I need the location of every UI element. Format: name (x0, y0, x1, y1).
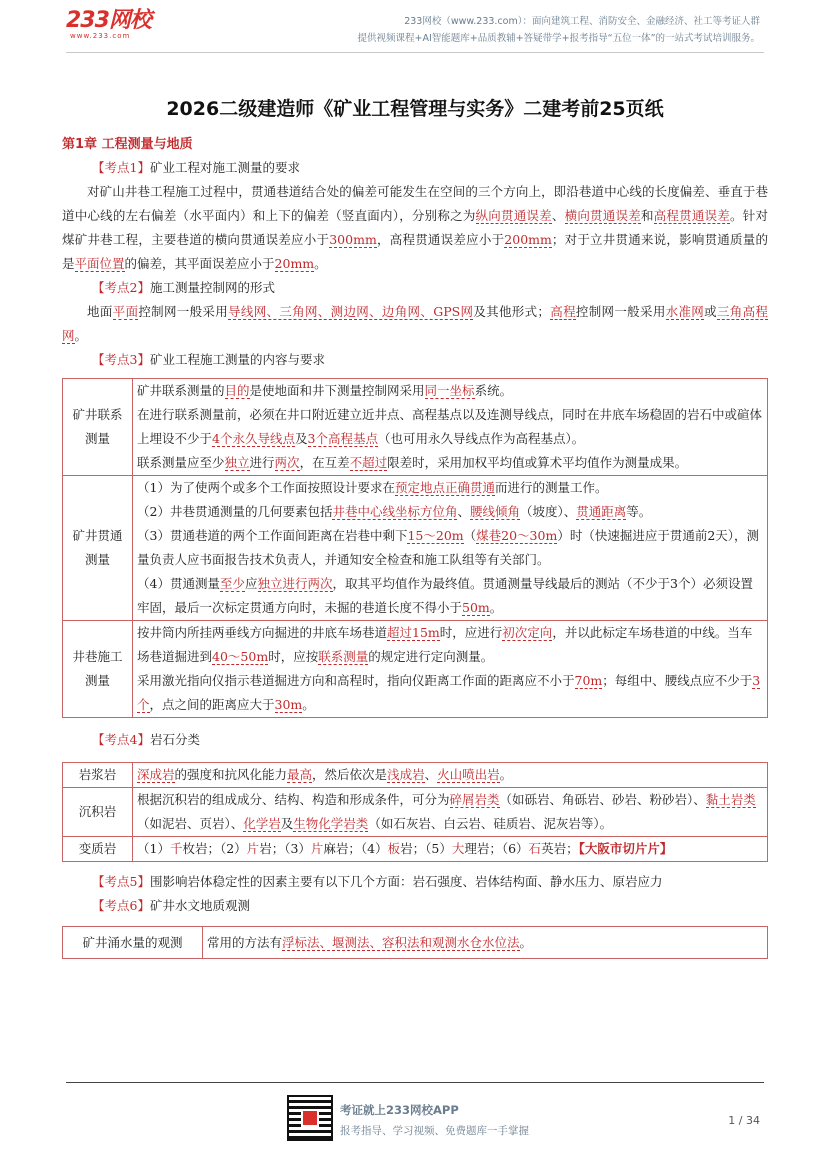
header-slogan (358, 13, 761, 47)
kp3-row (63, 476, 768, 621)
kp4-content-text: 岩；（3） (259, 841, 311, 856)
kp2-paragraph-text: 。 (74, 328, 88, 343)
kp4-content-text: 岩；（5） (400, 841, 452, 856)
kp1-paragraph-text: 。针对煤矿井巷工程，主要巷道的横向贯通误差应小于 (62, 208, 768, 247)
kp1-paragraph-highlight: 300mm (329, 232, 377, 247)
header-line-2: 提供视频课程+AI智能题库+品质教辅+答疑带学+报考指导“五位一体”的一站式考试培训服务。 (357, 33, 760, 44)
kp3-title: 矿业工程施工测量的内容与要求 (149, 352, 325, 367)
kp3-content-line (137, 451, 763, 475)
kp3-content-highlight: 独立进行两次 (257, 576, 333, 591)
kp3-content-text: 是使地面和井下测量控制网采用 (249, 383, 425, 398)
footer-app-title: 考证就上233网校APP (340, 1103, 459, 1117)
kp3-content-text: ，取其平均值作为最终值。贯通测量导线最后的测站（不少于3个）必须设置牢固，最后一次标定贯通方向时，未掘的巷道长度不得小于 (137, 576, 753, 615)
kp3-content-text: （3）贯通巷道的两个工作面间距离在岩巷中剩下 (137, 528, 408, 543)
kp6-row-label: 矿井涌水量的观测 (63, 927, 203, 959)
kp1-paragraph-text: ；对于立井贯通来说，影响贯通质量的是 (62, 232, 768, 271)
kp6-content-text: 。 (519, 934, 533, 950)
kp2-paragraph-text: 地面 (87, 304, 113, 319)
kp3-content-text: （4）贯通测量 (137, 576, 220, 591)
logo-url: www.233.com (70, 32, 131, 40)
kp1-heading (62, 156, 768, 180)
kp3-row-label-line: 测量 (84, 552, 110, 567)
kp4-content-text: 及 (280, 816, 294, 831)
kp3-content-text: 及 (294, 431, 308, 446)
kp4-content-highlight: 片 (310, 841, 324, 856)
kp4-content-highlight: 生物化学岩类 (293, 816, 369, 831)
kp4-row-content (133, 788, 768, 837)
kp4-content-highlight: 千 (169, 841, 183, 856)
kp3-content-text: 。 (302, 697, 315, 712)
kp3-content-highlight: 50m (462, 600, 490, 615)
kp3-content-highlight: 初次定向 (502, 625, 553, 640)
kp2-paragraph-highlight: 高程 (549, 304, 576, 319)
kp3-content-highlight: 15～20m (407, 528, 464, 543)
kp1-paragraph-text: 和 (640, 208, 654, 223)
kp4-content-text: 英岩； (541, 841, 579, 856)
kp3-tag: 【考点3】 (92, 352, 150, 367)
kp3-row-label-line: 测量 (84, 673, 110, 688)
kp2-paragraph-text: 控制网一般采用 (138, 304, 229, 319)
kp3-content-highlight: 独立 (224, 455, 250, 470)
kp3-row (63, 621, 768, 718)
kp2-paragraph-highlight: 平面 (112, 304, 139, 319)
kp6-tag: 【考点6】 (92, 898, 150, 913)
kp3-content-highlight: 30m (274, 697, 303, 712)
kp3-table (62, 378, 768, 718)
kp3-content-text: 时，应按 (268, 649, 319, 664)
kp3-content-text: （ (463, 528, 477, 543)
kp1-paragraph-highlight: 高程贯通误差 (653, 208, 730, 223)
kp5-heading (62, 870, 768, 894)
kp4-row (63, 788, 768, 837)
kp1-paragraph-highlight: 平面位置 (74, 256, 125, 271)
kp2-paragraph-text: 或 (704, 304, 717, 319)
kp4-content-text: 、 (424, 767, 438, 782)
header-divider (66, 52, 764, 53)
kp6-table (62, 926, 768, 959)
kp3-content-line (137, 669, 763, 717)
kp4-content-text: 根据沉积岩的组成成分、结构、构造和形成条件，可分为 (137, 792, 450, 807)
kp6-content-highlight: 浮标法、堰测法、容积法和观测水仓水位法 (282, 934, 520, 950)
kp3-content-text: 应 (244, 576, 258, 591)
kp3-content-line (137, 572, 763, 620)
kp3-row-content (133, 621, 768, 718)
kp3-content-text: 系统。 (474, 383, 513, 398)
kp3-content-highlight: 煤巷20～30m (476, 528, 558, 543)
kp4-table (62, 762, 768, 862)
kp3-content-text: 、 (457, 504, 470, 519)
kp4-content-highlight: 石 (528, 841, 542, 856)
logo-text: 233网校 (66, 8, 151, 33)
kp3-content-text: ，并以此标定车场巷道的中线。当车场巷道掘进到 (137, 625, 753, 664)
kp3-content-text: 的规定进行定向测量。 (368, 649, 494, 664)
kp1-paragraph-text: 。 (314, 256, 327, 271)
kp1-paragraph-highlight: 纵向贯通误差 (475, 208, 552, 223)
kp1-tag: 【考点1】 (92, 160, 150, 175)
kp2-paragraph-highlight: 导线网、三角网、测边网、边角网、GPS网 (228, 304, 474, 319)
kp1-paragraph (62, 180, 768, 276)
brand-logo[interactable] (66, 10, 151, 40)
kp3-content-highlight: 至少 (219, 576, 245, 591)
kp4-content-text: 麻岩；（4） (323, 841, 388, 856)
kp3-row-content (133, 476, 768, 621)
kp3-content-highlight: 不超过 (349, 455, 388, 470)
kp1-title: 矿业工程对施工测量的要求 (149, 160, 300, 175)
kp3-content-text: （坡度）、 (520, 504, 577, 519)
kp4-content-text: （1） (137, 841, 170, 856)
kp3-content-text: 联系测量应至少 (137, 455, 225, 470)
kp4-content-text: ，然后依次是 (312, 767, 388, 782)
kp4-content-highlight: 深成岩 (137, 767, 175, 782)
kp4-content-text: 的强度和抗风化能力 (174, 767, 288, 782)
kp2-paragraph-highlight: 水准网 (665, 304, 705, 319)
kp4-row-label: 岩浆岩 (63, 763, 133, 788)
kp3-content-highlight: 3个 (137, 673, 761, 712)
kp3-content-text: ，点之间的距离应大于 (149, 697, 275, 712)
kp3-content-text: 采用激光指向仪指示巷道掘进方向和高程时，指向仪距离工作面的距离应不小于 (137, 673, 575, 688)
kp4-row-content (133, 763, 768, 788)
kp3-content-text: 矿井联系测量的 (137, 383, 225, 398)
kp3-content-text: 。 (489, 600, 503, 615)
kp3-content-text: ，在互差 (299, 455, 350, 470)
kp4-content-text: （如砾岩、角砾岩、砂岩、粉砂岩）、 (499, 792, 706, 807)
kp4-content-highlight: 浅成岩 (387, 767, 425, 782)
kp5-text: 围影响岩体稳定性的因素主要有以下几个方面：岩石强度、岩体结构面、静水压力、原岩应力 (149, 874, 663, 889)
kp3-row-content (133, 379, 768, 476)
kp6-row (63, 927, 768, 959)
kp4-content-highlight: 【大阪市切片片】 (578, 841, 673, 856)
kp6-heading (62, 894, 768, 918)
page-header (0, 0, 830, 55)
kp4-content-text: （如泥岩、页岩）、 (137, 816, 244, 831)
kp3-heading (62, 348, 768, 372)
kp3-content-text: 进行 (249, 455, 275, 470)
kp3-content-highlight: 腰线倾角 (470, 504, 521, 519)
kp3-row-label-line: 测量 (84, 431, 110, 446)
kp4-content-highlight: 黏土岩类 (705, 792, 756, 807)
kp3-content-text: 限差时，采用加权平均值或算术平均值作为测量成果。 (387, 455, 688, 470)
kp3-content-highlight: 超过15m (387, 625, 440, 640)
kp3-row (63, 379, 768, 476)
kp3-content-text: 等。 (626, 504, 652, 519)
kp1-paragraph-text: 对矿山井巷工程施工过程中，贯通巷道结合处的偏差可能发生在空间的三个方向上，即沿巷道中心线的长度偏差、垂直于巷道中心线的左右偏差（水平面内）和上下的偏差（竖直面内），分别称之为 (62, 184, 768, 223)
kp3-content-highlight: 井巷中心线坐标方位角 (332, 504, 458, 519)
kp5-tag: 【考点5】 (92, 874, 150, 889)
kp3-content-line (137, 476, 763, 500)
kp2-paragraph-text: 控制网一般采用 (575, 304, 666, 319)
kp3-content-text: （1）为了使两个或多个工作面按照设计要求在 (137, 480, 395, 495)
kp3-content-text: ）时（快速掘进应于贯通前2天），测量负责人应书面报告技术负责人，并通知安全检查和施工队组等有关部门。 (137, 528, 760, 567)
kp2-paragraph-text: 及其他形式； (473, 304, 550, 319)
kp3-row-label-line: 井巷施工 (72, 649, 123, 664)
kp2-paragraph-highlight: 三角高程网 (62, 304, 768, 343)
kp3-content-highlight: 4个永久导线点 (212, 431, 295, 446)
kp3-content-highlight: 70m (574, 673, 603, 688)
kp4-content-highlight: 片 (246, 841, 260, 856)
kp3-content-text: 时，应进行 (439, 625, 503, 640)
kp4-heading (62, 728, 768, 752)
kp3-row-label (63, 379, 133, 476)
kp3-row-label-line: 矿井贯通 (72, 528, 123, 543)
kp1-paragraph-text: 、 (551, 208, 565, 223)
kp6-row-content (203, 927, 768, 959)
kp4-content-text: 理岩；（6） (464, 841, 529, 856)
kp3-content-text: ；每组中、腰线点应不少于 (602, 673, 753, 688)
kp1-paragraph-highlight: 200mm (504, 232, 552, 247)
kp4-row-label: 沉积岩 (63, 788, 133, 837)
kp4-content-highlight: 化学岩 (243, 816, 281, 831)
qr-logo-icon (301, 1109, 319, 1127)
kp3-content-text: 而进行的测量工作。 (494, 480, 608, 495)
kp3-content-line (137, 621, 763, 669)
header-line-1: 233网校（www.233.com）：面向建筑工程、消防安全、金融经济、社工等考证人群 (404, 16, 760, 27)
kp2-heading (62, 276, 768, 300)
kp2-tag: 【考点2】 (92, 280, 150, 295)
kp3-content-line (137, 379, 763, 403)
kp6-title: 矿井水文地质观测 (149, 898, 250, 913)
kp6-content-text: 常用的方法有 (207, 934, 283, 950)
kp4-row (63, 837, 768, 862)
kp4-content-text: （如石灰岩、白云岩、硅质岩、泥灰岩等）。 (368, 816, 613, 831)
kp4-content-highlight: 碎屑岩类 (449, 792, 500, 807)
kp4-tag: 【考点4】 (92, 732, 150, 747)
kp3-content-highlight: 联系测量 (318, 649, 369, 664)
qr-code-icon[interactable] (287, 1095, 333, 1141)
kp4-content-highlight: 最高 (287, 767, 313, 782)
kp4-content-text: 。 (499, 767, 513, 782)
kp4-title: 岩石分类 (149, 732, 200, 747)
kp3-content-text: 按井筒内所挂两垂线方向掘进的井底车场巷道 (137, 625, 388, 640)
kp1-paragraph-text: 的偏差，其平面误差应小于 (124, 256, 275, 271)
kp4-content-highlight: 火山喷出岩 (437, 767, 500, 782)
kp4-content-text: 枚岩；（2） (182, 841, 247, 856)
kp3-row-label (63, 476, 133, 621)
kp3-content-line (137, 500, 763, 524)
kp4-row (63, 763, 768, 788)
kp3-content-highlight: 40～50m (212, 649, 269, 664)
kp4-row-content (133, 837, 768, 862)
kp3-content-highlight: 3个高程基点 (307, 431, 378, 446)
chapter-heading: 第1章 工程测量与地质 (62, 137, 193, 152)
kp3-content-line (137, 524, 763, 572)
kp3-content-highlight: 预定地点正确贯通 (394, 480, 495, 495)
kp2-title: 施工测量控制网的形式 (149, 280, 275, 295)
kp1-paragraph-text: ，高程贯通误差应小于 (376, 232, 505, 247)
document-title: 2026二级建造师《矿业工程管理与实务》二建考前25页纸 (166, 98, 664, 120)
kp3-content-highlight: 目的 (224, 383, 250, 398)
kp3-content-line (137, 403, 763, 451)
kp1-paragraph-highlight: 20mm (274, 256, 315, 271)
footer-divider (66, 1082, 764, 1083)
kp3-content-text: （2）井巷贯通测量的几何要素包括 (137, 504, 333, 519)
kp4-row-label: 变质岩 (63, 837, 133, 862)
kp4-content-highlight: 大 (451, 841, 465, 856)
kp3-content-highlight: 贯通距离 (576, 504, 627, 519)
kp1-paragraph-highlight: 横向贯通误差 (564, 208, 641, 223)
kp3-row-label (63, 621, 133, 718)
kp3-row-label-line: 矿井联系 (72, 407, 123, 422)
document-body (62, 134, 768, 967)
kp3-content-highlight: 同一坐标 (424, 383, 475, 398)
kp3-content-highlight: 两次 (274, 455, 300, 470)
kp3-content-text: 在进行联系测量前，必须在井口附近建立近井点、高程基点以及连测导线点，同时在井底车场稳固的岩石中或碹体上埋设不少于 (137, 407, 763, 446)
kp2-paragraph (62, 300, 768, 348)
kp4-content-highlight: 板 (387, 841, 401, 856)
page-number: 1 / 34 (728, 1114, 760, 1127)
footer-app-subtitle: 报考指导、学习视频、免费题库一手掌握 (340, 1125, 529, 1137)
kp3-content-text: （也可用永久导线点作为高程基点）。 (377, 431, 585, 446)
